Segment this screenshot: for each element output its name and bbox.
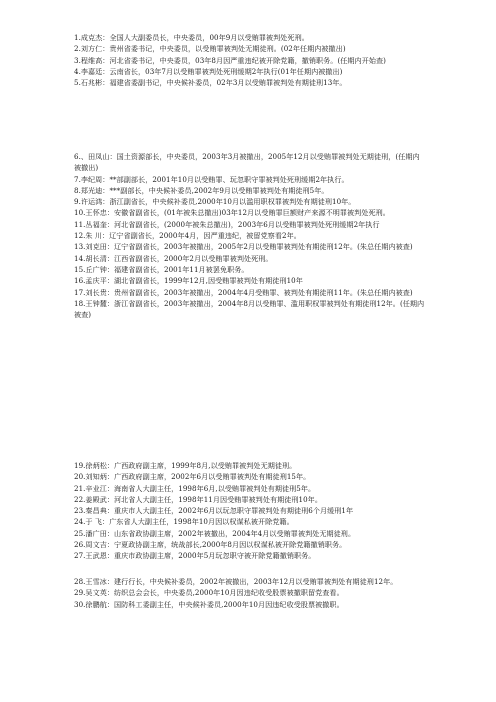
section-2	[74, 151, 426, 320]
list-item: 2.刘方仁：贵州省委书记，中央委员，以受贿罪被判处无期徒刑。(02年任期内被撤出)	[74, 44, 346, 54]
section-3	[74, 460, 426, 562]
list-item: 27.王武恩：重庆市政协副主席，2000年5月玩忽职守被开除党籍撤销职务。	[74, 551, 316, 561]
list-item: 16.孟庆平：湖北省副省长，1999年12月,因受贿罪被判处有期徒刑10年	[74, 276, 303, 286]
list-item: 28.王雪冰：建行行长，中央候补委员，2002年被撤出，2003年12月以受贿罪被判处有期徒刑12年。	[74, 577, 398, 586]
list-item: 4.李嘉廷：云南省长，03年7月以受贿罪被判处死刑缓期2年执行(01年任期内被撤出)	[74, 66, 343, 76]
list-item: 30.徐鹏航：国防科工委副主任，中央候补委员,2000年10月因违纪收受股票被撤职。	[74, 599, 344, 609]
list-item: 14.胡长清：江西省副省长，2000年2月以受贿罪被判处死刑。	[74, 253, 273, 263]
list-item: 1.成克杰：全国人大副委员长，中央委员，00年9月以受贿罪被判处死刑。	[74, 33, 309, 42]
list-item: 8.郑光迪：***副部长，中央候补委员,2002年9月以受贿罪被判处有期徒刑5年。	[74, 185, 329, 195]
section-1	[74, 32, 426, 88]
list-item: 19.徐炳松：广西政府副主席，1999年8月,以受贿罪被判处无期徒刑。	[74, 461, 297, 470]
list-item: 22.姜殿武：河北省人大副主任，1998年11月因受贿罪被判处有期徒刑10年。	[74, 494, 322, 504]
list-item: 26.周文吉：宁夏政协副主席，统战部长,2000年8月因以权谋私被开除党籍撤销职务。	[74, 540, 347, 550]
list-item: 21.辛业江：海南省人大副主任，1998年6月,以受贿罪被判处有期徒刑5年。	[74, 483, 316, 493]
list-item: 6.、田凤山：国土资源部长，中央委员，2003年3月被撤出，2005年12月以受贿罪被判处无期徒刑，(任期内被撤出)	[74, 152, 420, 173]
list-item: 11.丛福奎：河北省副省长，(2000年被朱总撤出)，2003年6月以受贿罪被判处死刑缓期2年执行	[74, 219, 380, 229]
list-item: 17.刘长贵：贵州省副省长，2003年被撤出，2004年4月受贿罪、被判处有期徒刑11年。(朱总任期内被查)	[74, 287, 413, 297]
list-item: 7.李纪周：**部副部长，2001年10月以受贿罪、玩忽职守罪被判处死刑缓期2年执行。	[74, 174, 349, 184]
list-item: 10.王怀忠：安徽省副省长，(01年被朱总撤出)03年12月以受贿罪巨额财产来源不明罪被判处死刑。	[74, 208, 390, 218]
list-item: 15.丘广钟：福建省副省长，2001年11月被罢免职务。	[74, 264, 249, 274]
list-item: 5.石兆彬：福建省委副书记，中央候补委员，02年3月以受贿罪被判处有期徒刑13年。	[74, 78, 347, 88]
list-item: 13.刘克田：辽宁省副省长，2003年被撤出，2005年2月以受贿罪被判处有期徒刑12年。(朱总任期内被查)	[74, 242, 413, 252]
list-item: 24.于 飞：广东省人大副主任，1998年10月因以权谋私被开除党籍。	[74, 517, 294, 527]
list-item: 3.程维高：河北省委书记，中央委员，03年8月因严重违纪被开除党籍，撤销职务。(任期内开始查)	[74, 55, 386, 65]
list-item: 9.许运鸿：浙江副省长，中央候补委员,2000年10月以滥用职权罪被判处有期徒刑10年。	[74, 197, 356, 207]
list-item: 29.吴文英：纺织总会会长，中央委员,2000年10月因违纪收受股票被撤职留党查看。	[74, 588, 344, 598]
list-item: 18.王钟麓：浙江省副省长，2003年被撤出，2004年8月以受贿罪、滥用职权罪被判处有期徒刑12年。(任期内被查)	[74, 298, 425, 320]
list-item: 12.朱 川：辽宁省副省长，2000年4月，因严重违纪，被留党察看2年。	[74, 231, 301, 241]
list-item: 23.秦昌典：重庆市人大副主任，2002年6月以玩忽职守罪被判处有期徒刑6个月缓刑1年	[74, 506, 354, 516]
section-4	[74, 576, 426, 610]
list-item: 20.刘知炳：广西政府副主席，2002年6月以受贿罪被判处有期徒刑15年。	[74, 472, 311, 482]
list-item: 25.潘广田：山东省政协副主席，2002年被撤出，2004年4月以受贿罪被判处无期徒刑。	[74, 528, 356, 538]
